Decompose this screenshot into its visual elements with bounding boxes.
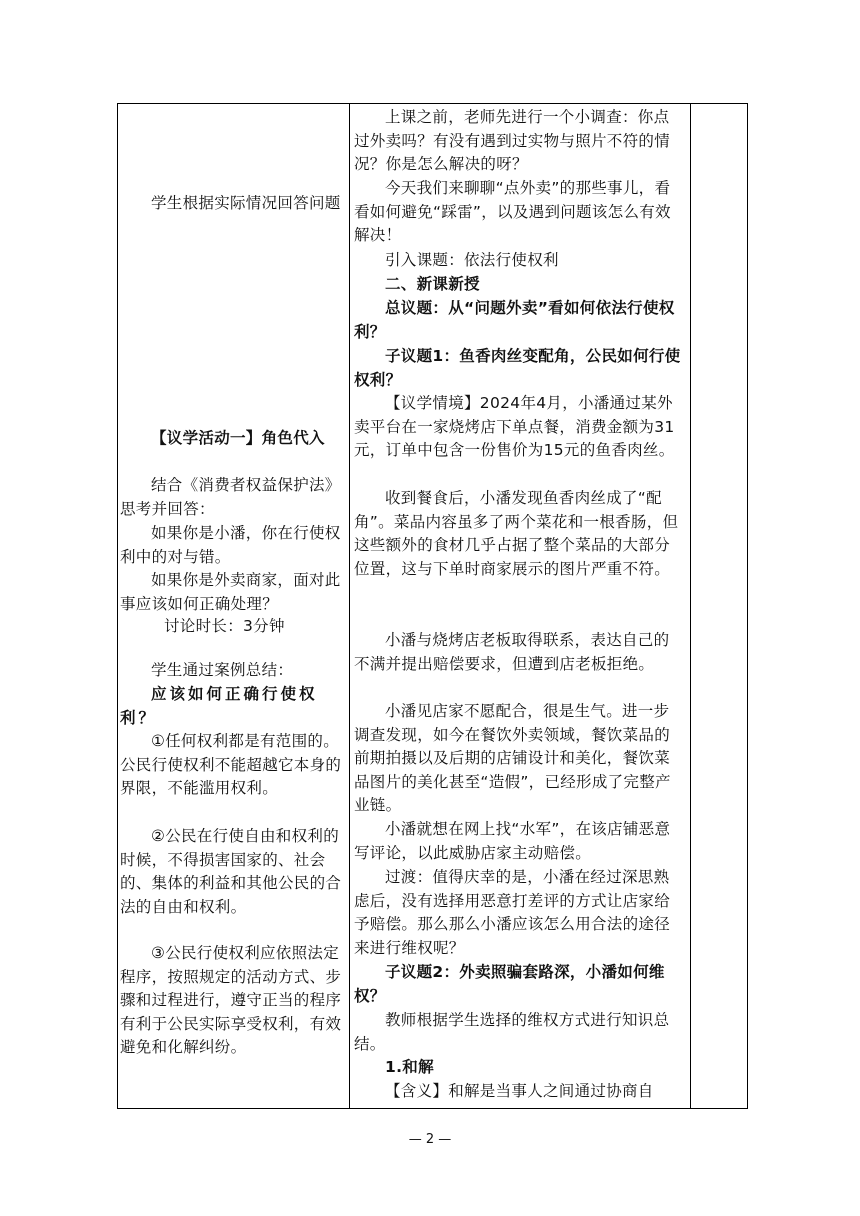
summary-intro: 学生通过案例总结： bbox=[151, 661, 294, 679]
page-number: — 2 — bbox=[408, 1132, 452, 1147]
point-3: ③公民行使权利应依照法定程序，按照规定的活动方式、步骤和过程进行，遵守正当的程序有利于公民实际享受权利，有效避免和化解纠纷。 bbox=[120, 944, 342, 1056]
scenario-paragraph: 收到餐食后，小潘发现鱼香肉丝成了“配角”。菜品内容虽多了两个菜花和一根香肠，但这些额外的食材几乎占据了整个菜品的大部分位置，这与下单时商家展示的图片严重不符。 bbox=[354, 489, 679, 578]
activity-prompt: 结合《消费者权益保护法》思考并回答： bbox=[120, 476, 341, 518]
scenario-paragraph: 小潘见店家不愿配合，很是生气。进一步调查发现，如今在餐饮外卖领域，餐饮菜品的前期拍摄以及后期的店铺设计和美化，餐饮菜品图片的美化甚至“造假”，已经形成了完整产业链。 bbox=[354, 702, 671, 814]
discussion-time: 讨论时长：3分钟 bbox=[164, 617, 285, 635]
section-title: 二、新课新授 bbox=[385, 275, 480, 293]
point-1: ①任何权利都是有范围的。公民行使权利不能超越它本身的界限，不能滥用权利。 bbox=[120, 732, 342, 797]
transition-text: 过渡：值得庆幸的是，小潘在经过深思熟虑后，没有选择用恶意打差评的方式让店家给予赔偿。那么那么小潘应该怎么用合法的途径来进行维权呢？ bbox=[354, 868, 671, 957]
notes-column bbox=[691, 104, 747, 1108]
heading-reconcile: 1.和解 bbox=[385, 1058, 434, 1076]
intro-topic: 今天我们来聊聊“点外卖”的那些事儿，看看如何避免“踩雷”，以及遇到问题该怎么有效解决！ bbox=[354, 179, 671, 244]
scenario-paragraph: 小潘就想在网上找“水军”，在该店铺恶意写评论，以此威胁店家主动赔偿。 bbox=[354, 820, 671, 862]
teacher-summary: 教师根据学生选择的维权方式进行知识总结。 bbox=[354, 1011, 670, 1053]
lead-in: 引入课题：依法行使权利 bbox=[385, 251, 559, 269]
point-2: ②公民在行使自由和权利的时候，不得损害国家的、社会的、集体的利益和其他公民的合法的自由和权利。 bbox=[120, 827, 342, 916]
column-divider bbox=[349, 104, 350, 1108]
scenario-paragraph: 【议学情境】2024年4月，小潘通过某外卖平台在一家烧烤店下单点餐，消费金额为31元，订单中包含一份售价为15元的鱼香肉丝。 bbox=[354, 394, 675, 459]
scenario-paragraph: 小潘与烧烤店老板取得联系，表达自己的不满并提出赔偿要求，但遭到店老板拒绝。 bbox=[354, 631, 670, 673]
meaning-text: 【含义】和解是当事人之间通过协商自 bbox=[385, 1082, 654, 1100]
sub-topic-1: 子议题1：鱼香肉丝变配角，公民如何行使权利？ bbox=[354, 347, 681, 389]
lesson-plan-table bbox=[117, 103, 748, 1109]
main-topic: 总议题：从“问题外卖”看如何依法行使权利？ bbox=[354, 299, 675, 341]
survey-text: 上课之前，老师先进行一个小调查：你点过外卖吗？有没有遇到过实物与照片不符的情况？你是怎么解决的呀？ bbox=[354, 108, 671, 173]
activity-title: 【议学活动一】角色代入 bbox=[151, 429, 325, 447]
question-2: 如果你是外卖商家，面对此事应该如何正确处理？ bbox=[120, 571, 341, 613]
intro-answer: 学生根据实际情况回答问题 bbox=[151, 194, 341, 212]
question-1: 如果你是小潘，你在行使权利中的对与错。 bbox=[120, 524, 341, 566]
sub-topic-2: 子议题2：外卖照骗套路深，小潘如何维权？ bbox=[354, 963, 665, 1005]
summary-heading: 应该如何正确行使权利？ bbox=[120, 685, 318, 727]
